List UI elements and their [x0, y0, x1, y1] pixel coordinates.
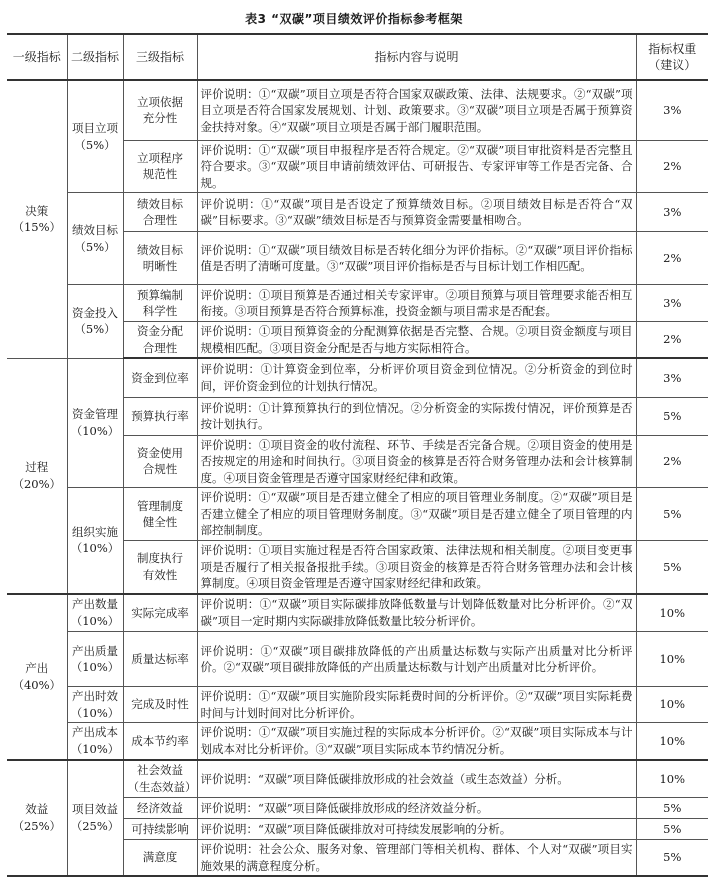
level2-cell: 产出数量 （10%） — [67, 594, 123, 632]
weight-cell: 5% — [636, 819, 708, 840]
weight-cell: 10% — [636, 687, 708, 723]
description-cell: 评价说明：①“双碳”项目是否建立健全了相应的项目管理业务制度。②“双碳”项目是否建立健全了相应的项目管理财务制度。③“双碳”项目是否建立健全了项目管理的内部控制制度。 — [197, 488, 636, 541]
table-row — [7, 285, 708, 322]
level2-cell: 产出质量 （10%） — [67, 632, 123, 687]
indicator-framework-table — [7, 33, 708, 877]
level2-cell: 资金管理 （10%） — [67, 358, 123, 488]
table-row — [7, 488, 708, 541]
level3-cell: 完成及时性 — [123, 687, 197, 723]
level1-cell: 效益 （25%） — [7, 760, 67, 877]
table-row — [7, 760, 708, 798]
level2-cell: 产出成本 （10%） — [67, 723, 123, 760]
table-caption: 表3 “双碳”项目绩效评价指标参考框架 — [245, 12, 463, 26]
description-cell: 评价说明：①“双碳”项目实施阶段实际耗费时间的分析评价。②“双碳”项目实际耗费时间与计划时间对比分析评价。 — [197, 687, 636, 723]
description-cell: 评价说明：①“双碳”项目申报程序是否符合规定。②“双碳”项目审批资料是否完整且符合要求。③“双碳”项目申请前绩效评估、可研报告、专家评审等工作是否完备、合规。 — [197, 140, 636, 193]
description-cell: 评价说明：①“双碳”项目绩效目标是否转化细分为评价指标。②“双碳”项目评价指标值是否明了清晰可度量。③“双碳”项目评价指标是否与目标计划工作相匹配。 — [197, 232, 636, 285]
level1-cell: 产出 （40%） — [7, 594, 67, 760]
weight-cell: 2% — [636, 435, 708, 488]
level3-cell: 预算编制 科学性 — [123, 285, 197, 322]
description-cell: 评价说明：“双碳”项目降低碳排放形成的社会效益（或生态效益）分析。 — [197, 760, 636, 798]
level3-cell: 立项程序 规范性 — [123, 140, 197, 193]
weight-cell: 5% — [636, 397, 708, 435]
weight-cell: 5% — [636, 840, 708, 877]
level3-cell: 资金到位率 — [123, 358, 197, 397]
weight-cell: 3% — [636, 193, 708, 232]
description-cell: 评价说明：①“双碳”项目实施过程的实际成本分析评价。②“双碳”项目实际成本与计划成本对比分析评价。③“双碳”项目实际成本节约情况分析。 — [197, 723, 636, 760]
table-row — [7, 687, 708, 723]
level3-cell: 资金使用 合规性 — [123, 435, 197, 488]
level2-cell: 组织实施 （10%） — [67, 488, 123, 594]
description-cell: 评价说明：①“双碳”项目是否设定了预算绩效目标。②项目绩效目标是否符合“双碳”目标要求。③“双碳”绩效目标是否与预算资金需要量相吻合。 — [197, 193, 636, 232]
header-weight: 指标权重 （建议） — [636, 34, 708, 80]
description-cell: 评价说明：①计算预算执行的到位情况。②分析资金的实际拨付情况，评价预算是否按计划执行。 — [197, 397, 636, 435]
level2-cell: 绩效目标 （5%） — [67, 193, 123, 285]
header-level2: 二级指标 — [67, 34, 123, 80]
description-cell: 评价说明：社会公众、服务对象、管理部门等相关机构、群体、个人对“双碳”项目实施效果的满意程度分析。 — [197, 840, 636, 877]
weight-cell: 3% — [636, 285, 708, 322]
description-cell: 评价说明：①项目预算资金的分配测算依据是否完整、合规。②项目资金额度与项目规模相匹配。③项目资金分配是否与地方实际相符合。 — [197, 322, 636, 359]
description-cell: 评价说明：①项目资金的收付流程、环节、手续是否完备合规。②项目资金的使用是否按规定的用途和时间执行。③项目资金的核算是否符合财务管理办法和会计核算制度。④项目资金管理是否遵守国家财经纪律和政策。 — [197, 435, 636, 488]
weight-cell: 10% — [636, 632, 708, 687]
level3-cell: 资金分配 合理性 — [123, 322, 197, 359]
description-cell: 评价说明：①“双碳”项目实际碳排放降低数量与计划降低数量对比分析评价。②“双碳”项目一定时期内实际碳排放降低数量比较分析评价。 — [197, 594, 636, 632]
table-row — [7, 594, 708, 632]
level3-cell: 绩效目标 合理性 — [123, 193, 197, 232]
level3-cell: 社会效益 （生态效益） — [123, 760, 197, 798]
level1-cell: 过程 （20%） — [7, 358, 67, 594]
weight-cell: 5% — [636, 488, 708, 541]
level3-cell: 管理制度 健全性 — [123, 488, 197, 541]
description-cell: 评价说明：①计算资金到位率，分析评价项目资金到位情况。②分析资金的到位时间，评价资金到位的计划执行情况。 — [197, 358, 636, 397]
table-row — [7, 80, 708, 140]
description-cell: 评价说明：①项目实施过程是否符合国家政策、法律法规和相关制度。②项目变更事项是否履行了相关报备报批手续。③项目资金的核算是否符合财务管理办法和会计核算制度。④项目资金管理是否遵守国家财经纪律和政策。 — [197, 541, 636, 594]
level3-cell: 满意度 — [123, 840, 197, 877]
level3-cell: 实际完成率 — [123, 594, 197, 632]
level3-cell: 绩效目标 明晰性 — [123, 232, 197, 285]
table-row — [7, 632, 708, 687]
level3-cell: 可持续影响 — [123, 819, 197, 840]
weight-cell: 2% — [636, 140, 708, 193]
weight-cell: 5% — [636, 798, 708, 819]
description-cell: 评价说明：“双碳”项目降低碳排放形成的经济效益分析。 — [197, 798, 636, 819]
header-row — [7, 34, 708, 80]
level2-cell: 项目立项 （5%） — [67, 80, 123, 193]
description-cell: 评价说明：“双碳”项目降低碳排放对可持续发展影响的分析。 — [197, 819, 636, 840]
weight-cell: 2% — [636, 232, 708, 285]
description-cell: 评价说明：①“双碳”项目碳排放降低的产出质量达标数与实际产出质量对比分析评价。②“双碳”项目碳排放降低的产出质量达标数与计划产出质量对比分析评价。 — [197, 632, 636, 687]
weight-cell: 5% — [636, 541, 708, 594]
description-cell: 评价说明：①“双碳”项目立项是否符合国家双碳政策、法律、法规要求。②“双碳”项目立项是否符合国家发展规划、计划、政策要求。③“双碳”项目立项是否属于预算资金扶持对象。④“双碳”项目立项是否属于部门履职范围。 — [197, 80, 636, 140]
level3-cell: 质量达标率 — [123, 632, 197, 687]
level3-cell: 制度执行 有效性 — [123, 541, 197, 594]
weight-cell: 10% — [636, 760, 708, 798]
table-row — [7, 193, 708, 232]
header-level3: 三级指标 — [123, 34, 197, 80]
weight-cell: 10% — [636, 723, 708, 760]
level2-cell: 项目效益 （25%） — [67, 760, 123, 877]
weight-cell: 3% — [636, 80, 708, 140]
level2-cell: 产出时效 （10%） — [67, 687, 123, 723]
description-cell: 评价说明：①项目预算是否通过相关专家评审。②项目预算与项目管理要求能否相互衔接。③项目预算是否符合预算标准，投资金额与项目需求是否配套。 — [197, 285, 636, 322]
weight-cell: 10% — [636, 594, 708, 632]
level1-cell: 决策 （15%） — [7, 80, 67, 358]
level3-cell: 预算执行率 — [123, 397, 197, 435]
weight-cell: 2% — [636, 322, 708, 359]
table-row — [7, 723, 708, 760]
weight-cell: 3% — [636, 358, 708, 397]
level3-cell: 经济效益 — [123, 798, 197, 819]
level2-cell: 资金投入 （5%） — [67, 285, 123, 359]
level3-cell: 立项依据 充分性 — [123, 80, 197, 140]
level3-cell: 成本节约率 — [123, 723, 197, 760]
table-row — [7, 358, 708, 397]
header-level1: 一级指标 — [7, 34, 67, 80]
header-content: 指标内容与说明 — [197, 34, 636, 80]
